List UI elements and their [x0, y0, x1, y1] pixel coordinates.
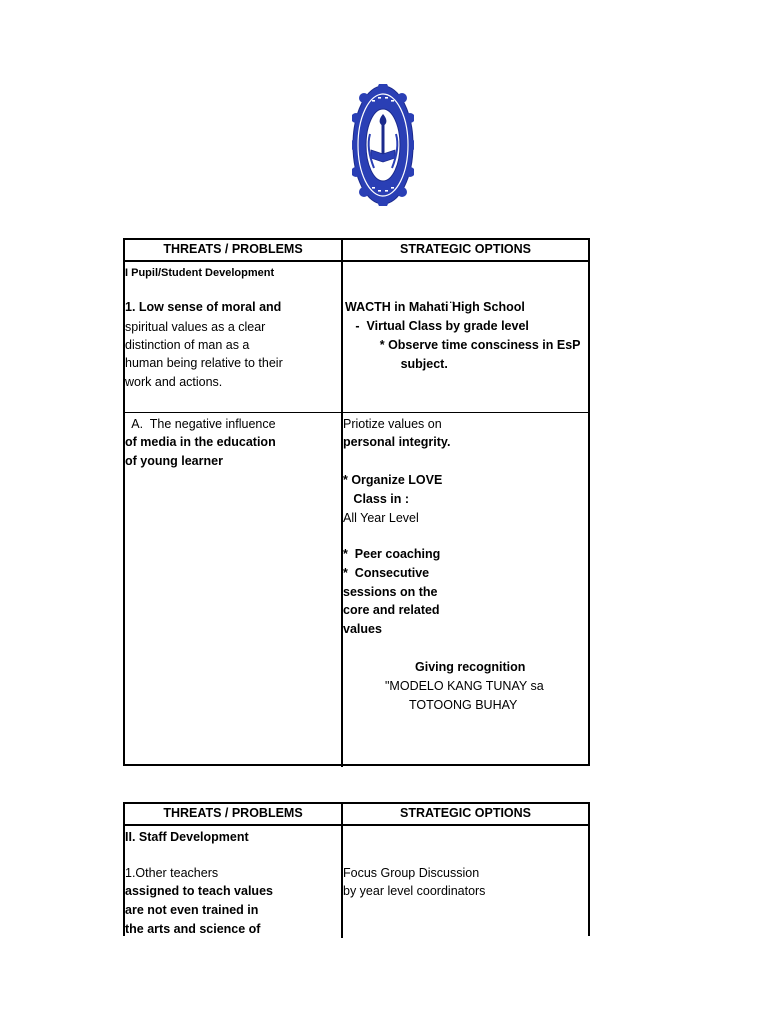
strategy-text: core and related [343, 603, 440, 617]
threat-cell [125, 413, 343, 767]
threat-text: spiritual values as a clear [125, 320, 266, 334]
threat-text: of young learner [125, 454, 223, 468]
strategy-text: * Organize LOVE [343, 473, 443, 487]
threats-header: THREATS / PROBLEMS [125, 804, 343, 824]
table-header [125, 804, 588, 826]
threat-text: the arts and science of [125, 922, 261, 936]
strategy-text: sessions on the [343, 585, 438, 599]
strategic-options-header: STRATEGIC OPTIONS [399, 242, 532, 256]
threat-text: work and actions. [125, 375, 223, 389]
threat-text: assigned to teach values [125, 884, 273, 898]
strategy-text: Class in : [343, 492, 409, 506]
threat-text: 1. Low sense of moral and [125, 300, 282, 314]
threat-text: 1.Other teachers [125, 866, 219, 880]
threat-text: of media in the education [125, 435, 276, 449]
strategy-text: by year level coordinators [343, 884, 486, 898]
threat-text: distinction of man as a [125, 338, 250, 352]
strategy-text: All Year Level [343, 511, 419, 525]
threat-text: A. The negative influence [125, 417, 276, 431]
threat-cell [125, 826, 343, 938]
recognition-text: TOTOONG BUHAY [409, 698, 518, 712]
section-title: II. Staff Development [125, 830, 249, 844]
threats-header: THREATS / PROBLEMS [125, 240, 343, 260]
strategy-table-2 [123, 802, 590, 936]
strategy-cell [343, 413, 588, 767]
strategy-cell [343, 826, 588, 938]
strategy-text: values [343, 622, 382, 636]
strategy-text: personal integrity. [343, 435, 451, 449]
strategy-table-1 [123, 238, 590, 766]
strategy-text: WACTH in Mahati ̈High School [345, 300, 525, 314]
threat-cell [125, 262, 343, 412]
table-row [125, 262, 588, 413]
table-row [125, 826, 588, 938]
strategy-text: * Observe time consciness in EsP [345, 338, 581, 352]
strategy-text: Focus Group Discussion [343, 866, 480, 880]
strategy-text: - Virtual Class by grade level [345, 319, 529, 333]
recognition-text: Giving recognition [415, 660, 526, 674]
strategic-options-header: STRATEGIC OPTIONS [399, 806, 532, 820]
strategy-text: * Peer coaching [343, 547, 441, 561]
strategy-text: subject. [345, 357, 448, 371]
threat-text: human being relative to their [125, 356, 283, 370]
school-seal-logo [352, 84, 414, 206]
recognition-text: "MODELO KANG TUNAY sa [385, 679, 544, 693]
table-row [125, 413, 588, 767]
strategy-text: Priotize values on [343, 417, 442, 431]
table-header [125, 240, 588, 262]
strategy-text: * Consecutive [343, 566, 430, 580]
strategy-cell [343, 262, 588, 412]
section-title: I Pupil/Student Development [125, 267, 275, 279]
threat-text: are not even trained in [125, 903, 259, 917]
